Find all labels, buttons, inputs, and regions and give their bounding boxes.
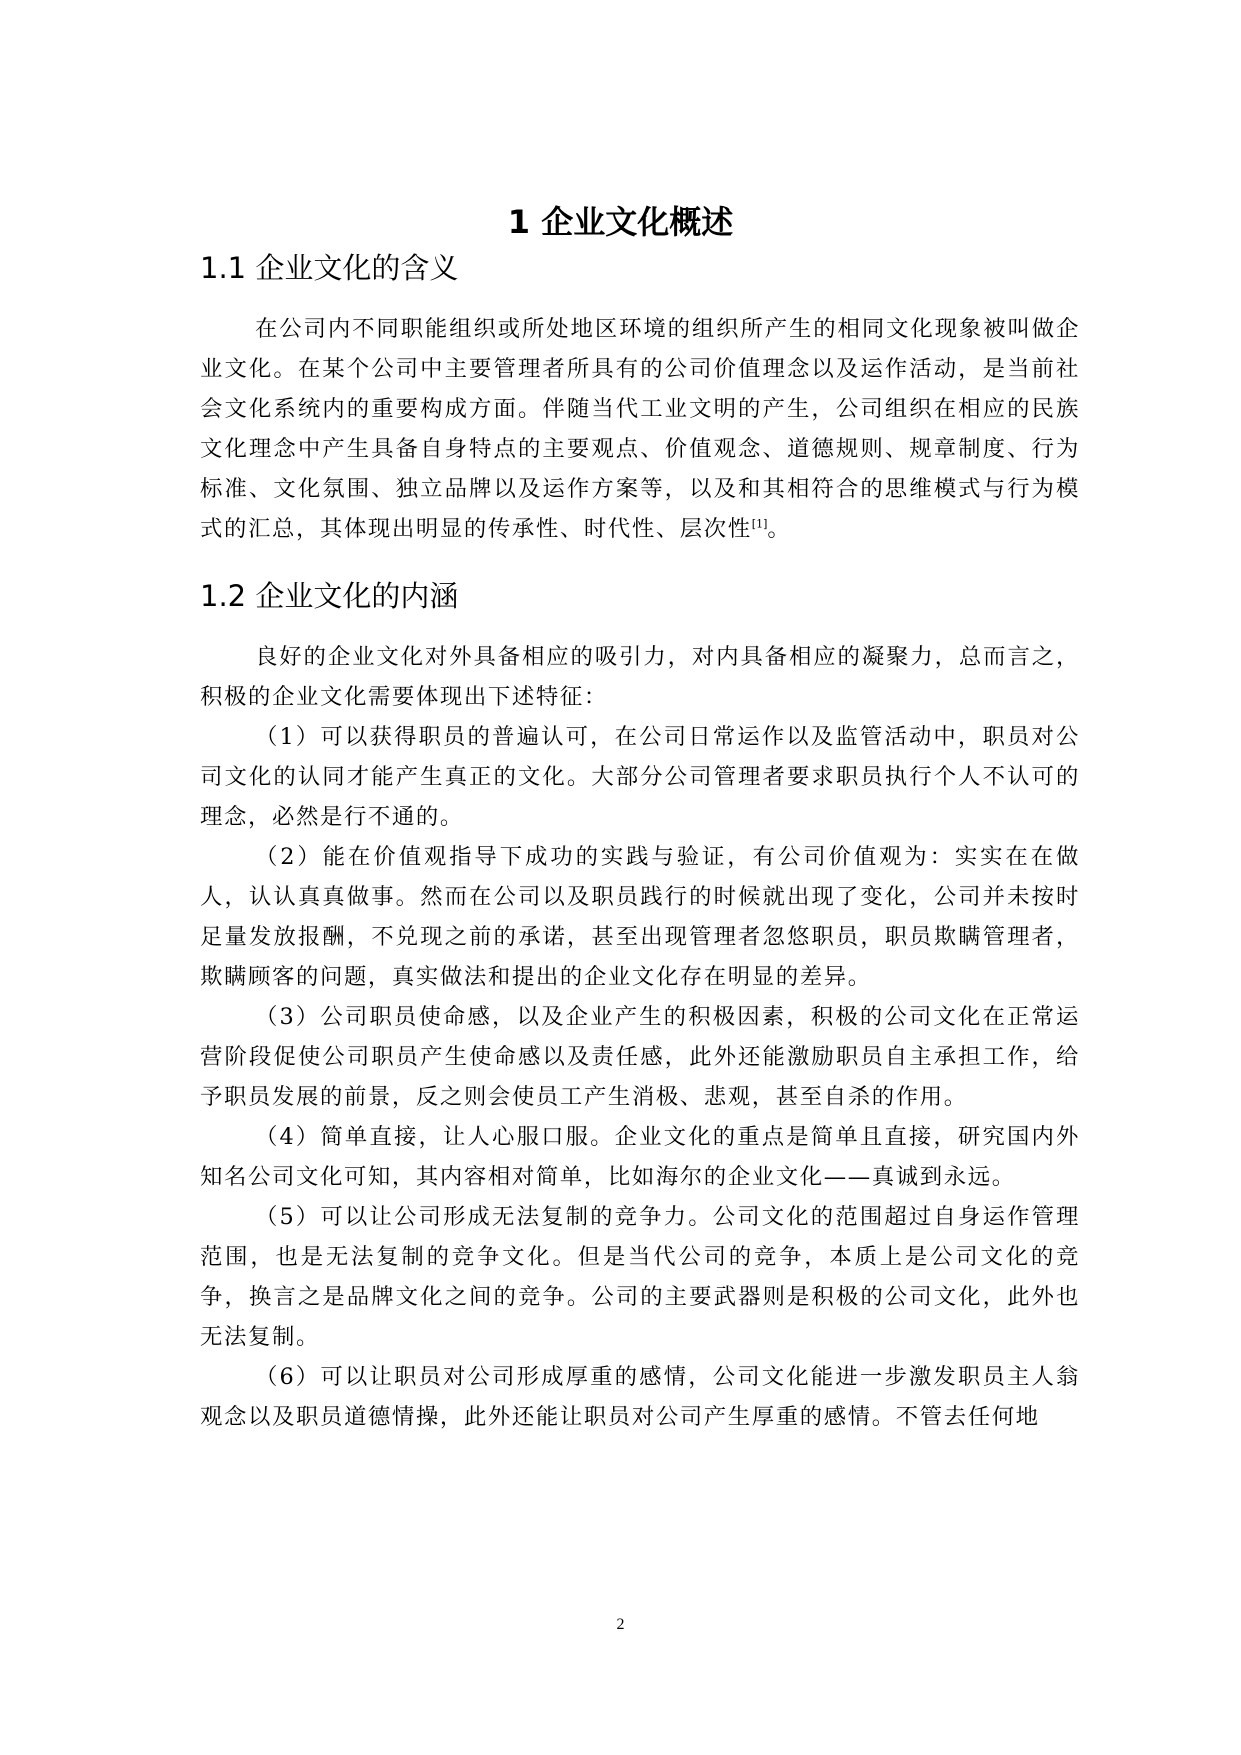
list-item-4: （4）简单直接，让人心服口服。企业文化的重点是简单且直接，研究国内外知名公司文化可知，其内容相对简单，比如海尔的企业文化——真诚到永远。: [200, 1124, 1080, 1190]
citation-marker: [1]: [751, 517, 768, 531]
page-number: 2: [616, 1616, 625, 1633]
section-heading-1-1: 1.1 企业文化的含义: [200, 251, 459, 285]
section-heading-1-2: 1.2 企业文化的内涵: [200, 579, 459, 613]
list-item-5: （5）可以让公司形成无法复制的竞争力。公司文化的范围超过自身运作管理范围，也是无法复制的竞争文化。但是当代公司的竞争，本质上是公司文化的竞争，换言之是品牌文化之间的竞争。公司的主要武器则是积极的公司文化，此外也无法复制。: [200, 1204, 1080, 1350]
paragraph: 良好的企业文化对外具备相应的吸引力，对内具备相应的凝聚力，总而言之，积极的企业文化需要体现出下述特征：: [200, 644, 1080, 710]
list-item-2: （2）能在价值观指导下成功的实践与验证，有公司价值观为：实实在在做人，认认真真做事。然而在公司以及职员践行的时候就出现了变化，公司并未按时足量发放报酬，不兑现之前的承诺，甚至出现管理者忽悠职员，职员欺瞒管理者，欺瞒顾客的问题，真实做法和提出的企业文化存在明显的差异。: [200, 844, 1080, 990]
chapter-title: 1 企业文化概述: [507, 203, 734, 241]
list-item-3: （3）公司职员使命感，以及企业产生的积极因素，积极的公司文化在正常运营阶段促使公司职员产生使命感以及责任感，此外还能激励职员自主承担工作，给予职员发展的前景，反之则会使员工产生消极、悲观，甚至自杀的作用。: [200, 1004, 1080, 1110]
paragraph-text: 在公司内不同职能组织或所处地区环境的组织所产生的相同文化现象被叫做企业文化。在某个公司中主要管理者所具有的公司价值理念以及运作活动，是当前社会文化系统内的重要构成方面。伴随当代工业文明的产生，公司组织在相应的民族文化理念中产生具备自身特点的主要观点、价值观念、道德规则、规章制度、行为标准、文化氛围、独立品牌以及运作方案等，以及和其相符合的思维模式与行为模式的汇总，其体现出明显的传承性、时代性、层次性: [200, 316, 1080, 542]
paragraph-tail: 。: [767, 516, 792, 542]
section-1-2-body: [200, 637, 1080, 1437]
paragraph: [200, 309, 1080, 549]
section-1-1-body: [200, 309, 1080, 549]
list-item-1: （1）可以获得职员的普遍认可，在公司日常运作以及监管活动中，职员对公司文化的认同才能产生真正的文化。大部分公司管理者要求职员执行个人不认可的理念，必然是行不通的。: [200, 724, 1080, 830]
list-item-6: （6）可以让职员对公司形成厚重的感情，公司文化能进一步激发职员主人翁观念以及职员道德情操，此外还能让职员对公司产生厚重的感情。不管去任何地: [200, 1364, 1080, 1430]
